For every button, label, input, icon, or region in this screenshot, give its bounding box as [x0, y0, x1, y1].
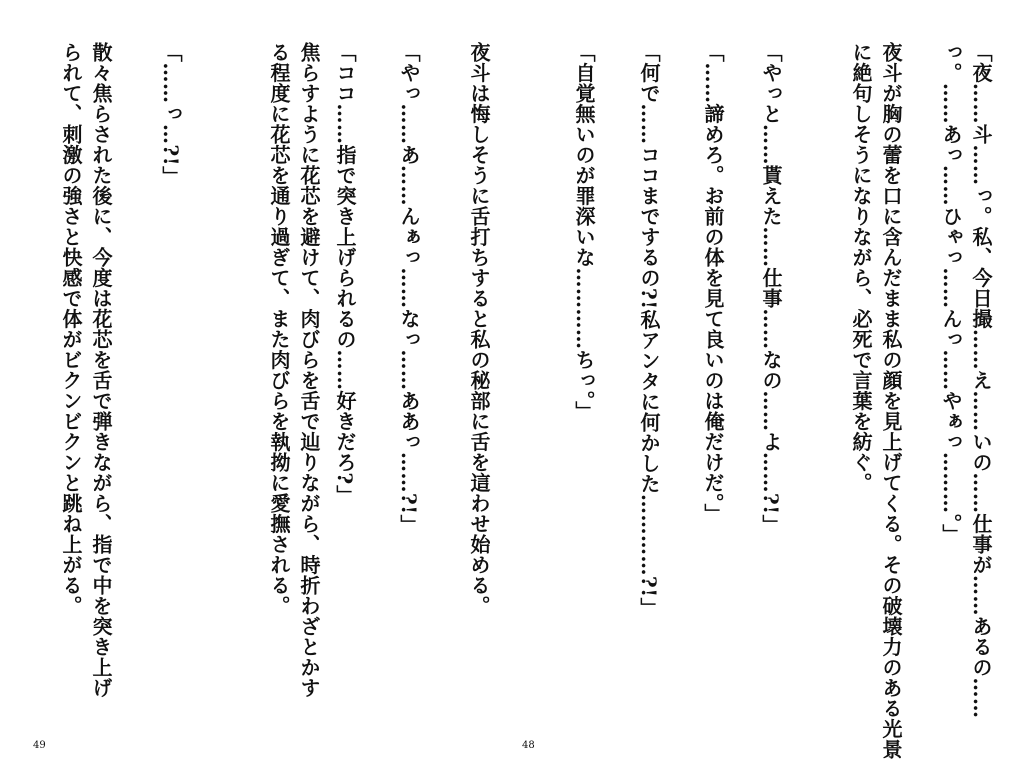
text-line: 散々焦らされた後に、今度は花芯を舌で弾きながら、指で中を突き上げ: [89, 42, 113, 698]
text-line: 「ココ……指で突き上げられるの……好きだろ?」: [333, 42, 357, 506]
text-line: 「何で……ココまでするの?!私アンタに何かした…………?!」: [637, 42, 661, 618]
page-number: 49: [33, 740, 46, 751]
paragraph: [936, 42, 996, 732]
text-line: られて、刺激の強さと快感で体がビクンビクンと跳ね上がる。: [59, 42, 83, 616]
paragraph: [394, 42, 424, 732]
text-line: 夜斗は悔しそうに舌打ちすると私の秘部に舌を這わせ始める。: [467, 42, 491, 616]
paragraph: [846, 42, 906, 760]
paragraph: [634, 42, 664, 732]
text-line: 「やっと……貰えた……仕事……なの……よ……?!」: [759, 42, 783, 535]
paragraph: [756, 42, 786, 732]
text-line: 夜斗が胸の蕾を口に含んだまま私の顔を見上げてくる。その破壊力のある光景: [879, 42, 903, 760]
paragraph: [156, 42, 186, 732]
text-line: 「やっ……あ……んぁっ……なっ……ああっ……?!」: [397, 42, 421, 535]
text-line: 「……っ…?!」: [159, 42, 183, 187]
paragraph: [330, 42, 360, 732]
text-line: 「自覚無いのが罪深いな…………ちっ。」: [572, 42, 596, 422]
text-line: 「夜……斗……っ。私、今日撮……え……いの……仕事が……あるの……: [969, 42, 993, 719]
text-line: 「……諦めろ。お前の体を見て良いのは俺だけだ。」: [701, 42, 725, 524]
page-number: 48: [522, 740, 535, 751]
right-page: [467, 0, 1024, 768]
text-line: 焦らすように花芯を避けて、肉びらを舌で辿りながら、時折わざとかす: [297, 42, 321, 698]
text-line: っ。……あっ……ひゃっ……んっ……やぁっ………。」: [939, 42, 963, 545]
paragraph: [56, 42, 116, 732]
paragraph: [569, 42, 599, 732]
text-line: る程度に花芯を通り過ぎて、また肉びらを執拗に愛撫される。: [267, 42, 291, 616]
paragraph: [264, 42, 324, 732]
text-line: に絶句しそうになりながら、必死で言葉を紡ぐ。: [849, 42, 873, 493]
paragraph: [464, 42, 494, 732]
paragraph: [698, 42, 728, 732]
